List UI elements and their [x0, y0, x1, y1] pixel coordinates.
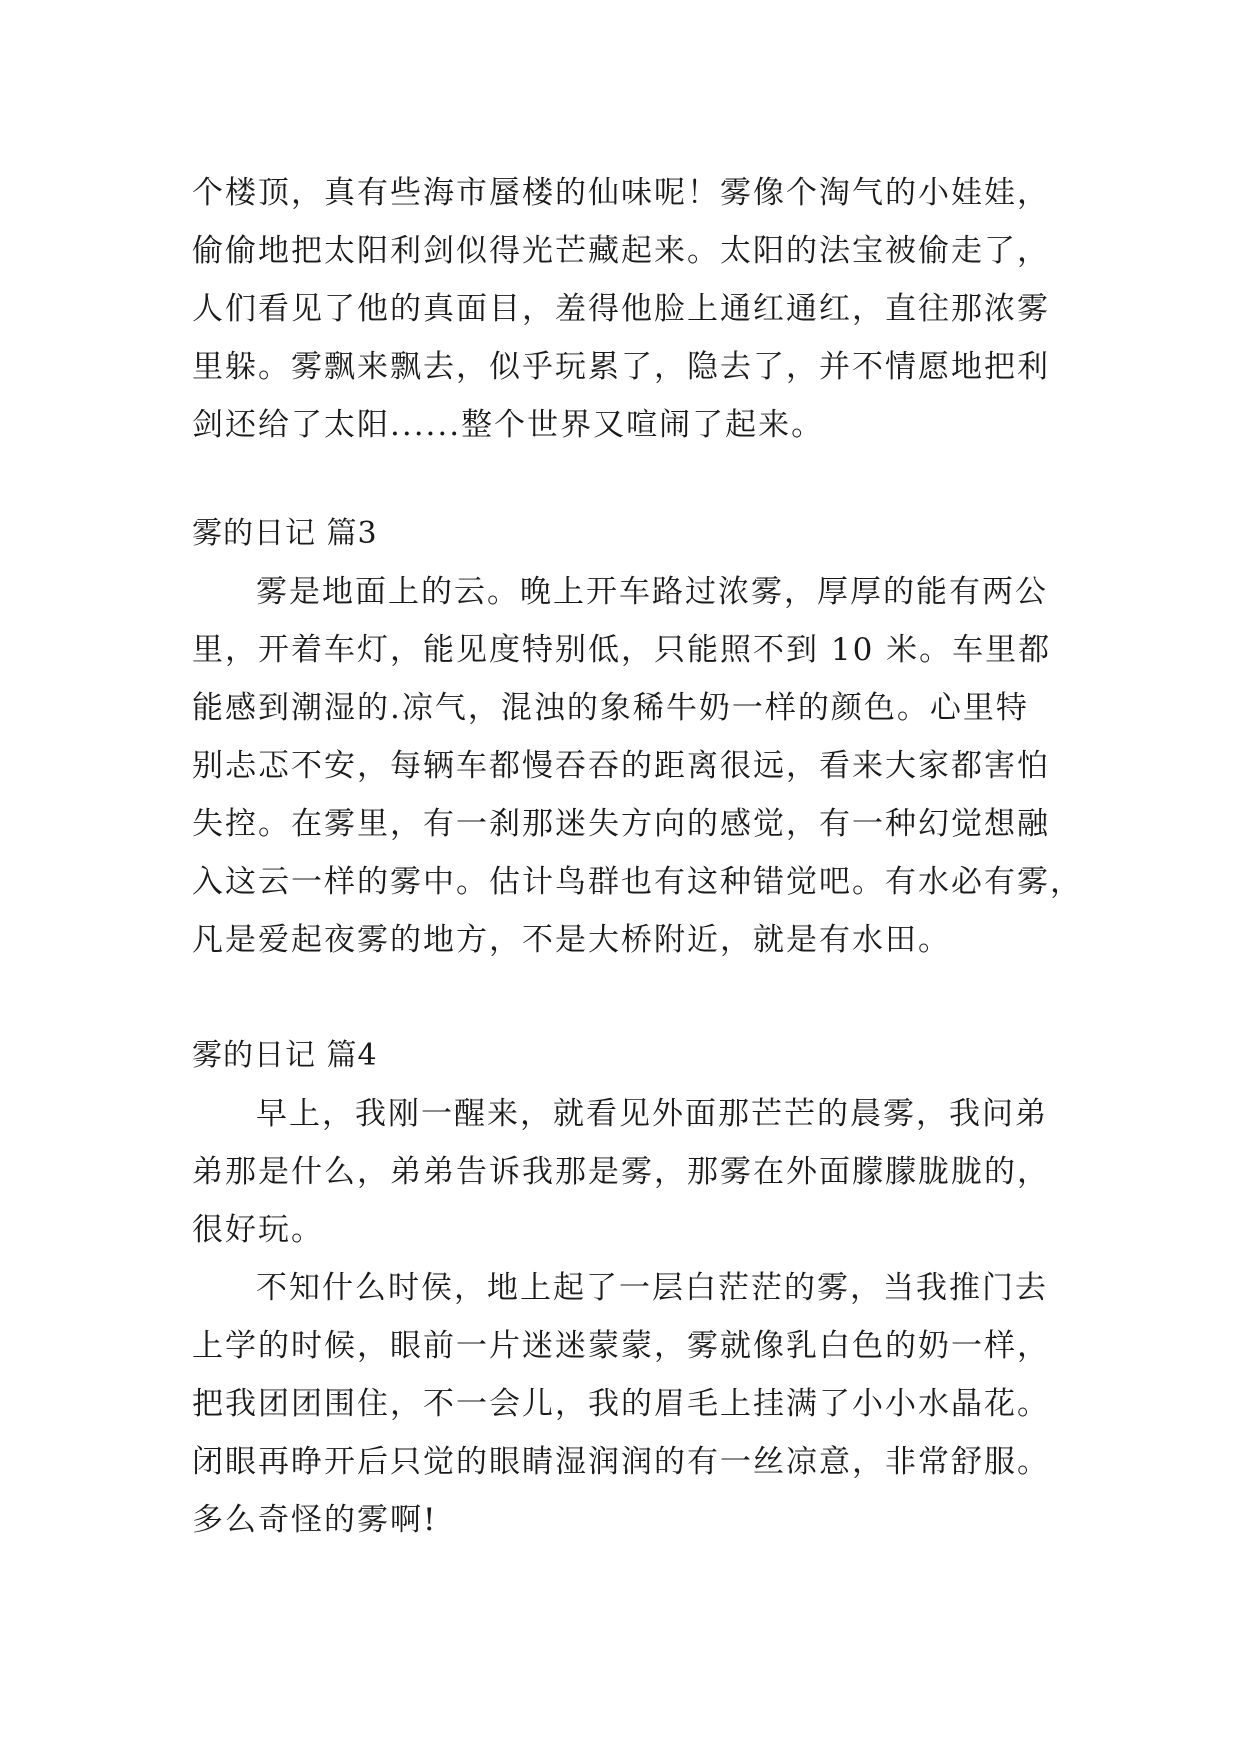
- text-line: 闭眼再睁开后只觉的眼睛湿润润的有一丝凉意，非常舒服。: [192, 1444, 1050, 1480]
- text-line: 弟那是什么，弟弟告诉我那是雾，那雾在外面朦朦胧胧的，: [192, 1154, 1050, 1190]
- text-line: 不知什么时侯，地上起了一层白茫茫的雾，当我推门去: [256, 1270, 1048, 1306]
- section-4: [192, 1027, 1072, 1549]
- text-line: 里躲。雾飘来飘去，似乎玩累了，隐去了，并不情愿地把利: [192, 349, 1050, 385]
- section-3: [192, 505, 1083, 969]
- text-line: 别忐忑不安，每辆车都慢吞吞的距离很远，看来大家都害怕: [192, 748, 1050, 784]
- text-line: 把我团团围住，不一会儿，我的眉毛上挂满了小小水晶花。: [192, 1386, 1050, 1422]
- text-line: 入这云一样的雾中。估计鸟群也有这种错觉吧。有水必有雾，: [192, 864, 1083, 900]
- text-line: 个楼顶，真有些海市蜃楼的仙味呢！雾像个淘气的小娃娃，: [192, 175, 1050, 211]
- text-line: 人们看见了他的真面目，羞得他脸上通红通红，直往那浓雾: [192, 291, 1050, 327]
- text-line: 偷偷地把太阳利剑似得光芒藏起来。太阳的法宝被偷走了，: [192, 233, 1050, 269]
- text-line: 凡是爱起夜雾的地方，不是大桥附近，就是有水田。: [192, 922, 951, 958]
- text-line: 能感到潮湿的.凉气，混浊的象稀牛奶一样的颜色。心里特: [192, 690, 1029, 726]
- text-line: 上学的时候，眼前一片迷迷蒙蒙，雾就像乳白色的奶一样，: [192, 1328, 1050, 1364]
- section-heading: 雾的日记 篇4: [192, 1038, 378, 1073]
- text-line: 很好玩。: [192, 1212, 324, 1248]
- text-line: 剑还给了太阳......整个世界又喧闹了起来。: [192, 407, 825, 443]
- text-line: 多么奇怪的雾啊!: [192, 1502, 438, 1538]
- text-line: 雾是地面上的云。晚上开车路过浓雾，厚厚的能有两公: [256, 574, 1048, 610]
- continuation-paragraph: [192, 164, 1072, 454]
- text-line: 失控。在雾里，有一刹那迷失方向的感觉，有一种幻觉想融: [192, 806, 1050, 842]
- text-line: 里，开着车灯，能见度特别低，只能照不到 10 米。车里都: [192, 632, 1052, 668]
- section-heading: 雾的日记 篇3: [192, 516, 378, 551]
- text-line: 早上，我刚一醒来，就看见外面那芒芒的晨雾，我问弟: [256, 1096, 1048, 1132]
